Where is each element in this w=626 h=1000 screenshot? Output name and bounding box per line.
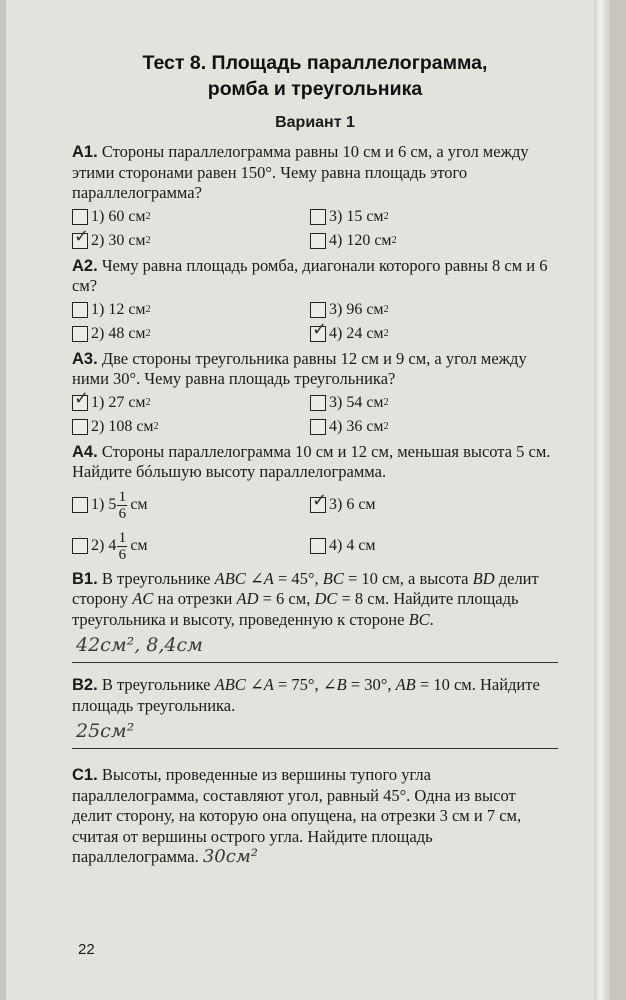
option[interactable]: 3) 96 см 2 bbox=[310, 299, 548, 321]
question-text: Две стороны треугольника равны 12 см и 9 см, а угол между ними 30°. Чему равна площадь треугольника? bbox=[72, 348, 527, 388]
checkbox[interactable] bbox=[310, 419, 326, 435]
page-content bbox=[72, 50, 558, 868]
answer-field-b1[interactable] bbox=[72, 632, 558, 663]
option-label: 4) 24 см bbox=[329, 324, 384, 342]
fraction: $\frac{1}{6}$ bbox=[118, 529, 127, 563]
book-page bbox=[6, 0, 610, 1000]
question-number: В1. bbox=[72, 569, 98, 588]
question-c1 bbox=[72, 765, 558, 868]
question-text: Стороны параллелограмма равны 10 см и 6 см, а угол между этими сторонами равен 150°. Чему равна площадь этого параллелограмма? bbox=[72, 142, 529, 202]
question-number: А3. bbox=[72, 349, 98, 368]
option-label: 4) 36 см bbox=[329, 417, 384, 435]
checkbox[interactable] bbox=[310, 233, 326, 249]
option-label: 3) 6 см bbox=[329, 496, 376, 513]
checkbox[interactable] bbox=[72, 538, 88, 554]
options-a4 bbox=[72, 489, 558, 563]
option[interactable]: 3) 54 см 2 bbox=[310, 392, 548, 414]
handwritten-answer: 25см² bbox=[76, 720, 135, 742]
option[interactable]: 2) 4 $\frac{1}{6}$ см bbox=[72, 530, 310, 563]
checkbox[interactable] bbox=[310, 538, 326, 554]
question-number: А1. bbox=[72, 143, 98, 161]
checkbox-checked[interactable] bbox=[310, 490, 328, 513]
title-line-2: ромба и треугольника bbox=[207, 78, 423, 100]
option[interactable]: 1) 12 см 2 bbox=[72, 299, 310, 321]
option-label: 1) 5 bbox=[91, 496, 117, 513]
checkmark-icon: ✓ bbox=[74, 387, 90, 409]
checkbox[interactable] bbox=[72, 209, 88, 225]
option-label: 2) 48 см bbox=[91, 324, 146, 342]
option[interactable]: 3) 15 см 2 bbox=[310, 206, 548, 228]
handwritten-answer: 30см² bbox=[202, 846, 258, 867]
checkbox[interactable] bbox=[310, 302, 326, 318]
option-label: 4) 120 см bbox=[329, 231, 392, 249]
option-label: 3) 96 см bbox=[329, 300, 384, 318]
variant-heading: Вариант 1 bbox=[275, 114, 355, 131]
option-label: 1) 12 см bbox=[91, 300, 146, 318]
answer-field-b2[interactable] bbox=[72, 718, 558, 749]
question-b2: В2. В треугольнике ABC ∠A = 75°, ∠B = 30°, AB = 10 см. Найдите площадь треугольника. bbox=[72, 675, 540, 715]
checkbox-checked[interactable] bbox=[72, 387, 90, 411]
checkbox[interactable] bbox=[72, 419, 88, 435]
option[interactable]: 2) 48 см 2 bbox=[72, 323, 310, 345]
option[interactable]: 2) 108 см 2 bbox=[72, 416, 310, 438]
checkmark-icon: ✓ bbox=[312, 318, 328, 340]
option-label: 2) 4 bbox=[91, 537, 117, 554]
handwritten-answer: 42см², 8,4см bbox=[76, 634, 203, 656]
question-number: В2. bbox=[72, 676, 98, 694]
checkmark-icon: ✓ bbox=[74, 225, 90, 247]
question-a4 bbox=[72, 442, 558, 483]
option[interactable]: ✓ 2) 30 см 2 bbox=[72, 230, 310, 252]
fraction: $\frac{1}{6}$ bbox=[118, 488, 127, 522]
option-label: 1) 27 см bbox=[91, 393, 146, 411]
checkbox[interactable] bbox=[72, 302, 88, 318]
checkbox[interactable] bbox=[72, 497, 88, 513]
option-label: 2) 108 см bbox=[91, 417, 154, 435]
option-label: 2) 30 см bbox=[91, 231, 146, 249]
question-number: А4. bbox=[72, 442, 98, 461]
option[interactable]: ✓ 1) 27 см 2 bbox=[72, 392, 310, 414]
title-line-1: Тест 8. Площадь параллелограмма, bbox=[142, 52, 488, 74]
checkbox[interactable] bbox=[310, 395, 326, 411]
options-a1 bbox=[72, 206, 558, 252]
option[interactable] bbox=[310, 530, 548, 563]
question-text: Чему равна площадь ромба, диагонали которого равны 8 см и 6 см? bbox=[72, 255, 548, 295]
checkbox-checked[interactable] bbox=[72, 225, 90, 249]
question-a1 bbox=[72, 142, 558, 204]
option[interactable]: 1) 5 $\frac{1}{6}$ см bbox=[72, 489, 310, 522]
question-number: С1. bbox=[72, 766, 98, 784]
checkbox-checked[interactable] bbox=[310, 318, 328, 342]
option[interactable]: 1) 60 см 2 bbox=[72, 206, 310, 228]
option[interactable] bbox=[310, 489, 548, 522]
page-edge bbox=[594, 0, 610, 1000]
page-title bbox=[72, 50, 558, 102]
option-label: 3) 15 см bbox=[329, 207, 384, 225]
option[interactable]: ✓ 4) 24 см 2 bbox=[310, 323, 548, 345]
options-a2 bbox=[72, 299, 558, 345]
checkmark-icon: ✓ bbox=[312, 490, 328, 511]
options-a3 bbox=[72, 387, 558, 438]
page-number: 22 bbox=[78, 941, 95, 958]
option[interactable]: 4) 120 см 2 bbox=[310, 230, 548, 252]
question-a3 bbox=[72, 349, 558, 390]
question-b1: В1. В треугольнике ABC ∠A = 45°, BC = 10 см, а высота BD делит сторону AC на отрезки AD = 6 см, DC = 8 см. Найдите площадь треугольника и высоту, проведенную к стороне BC. bbox=[72, 568, 539, 629]
question-number: А2. bbox=[72, 256, 98, 275]
checkbox[interactable] bbox=[310, 209, 326, 225]
question-text: Высоты, проведенные из вершины тупого угла параллелограмма, составляют угол, равный 45°. Одна из высот делит сторону, на которую она опущена, на отрезки 3 см и 7 см, считая от вершины острого угла. Найдите площадь параллелограмма. bbox=[72, 765, 522, 866]
question-a2 bbox=[72, 256, 558, 297]
checkbox[interactable] bbox=[72, 326, 88, 342]
option-label: 4) 4 см bbox=[329, 537, 376, 554]
question-text: Стороны параллелограмма 10 см и 12 см, меньшая высота 5 см. Найдите бóльшую высоту параллелограмма. bbox=[72, 441, 551, 481]
option-label: 3) 54 см bbox=[329, 393, 384, 411]
option-label: 1) 60 см bbox=[91, 207, 146, 225]
option[interactable]: 4) 36 см 2 bbox=[310, 416, 548, 438]
